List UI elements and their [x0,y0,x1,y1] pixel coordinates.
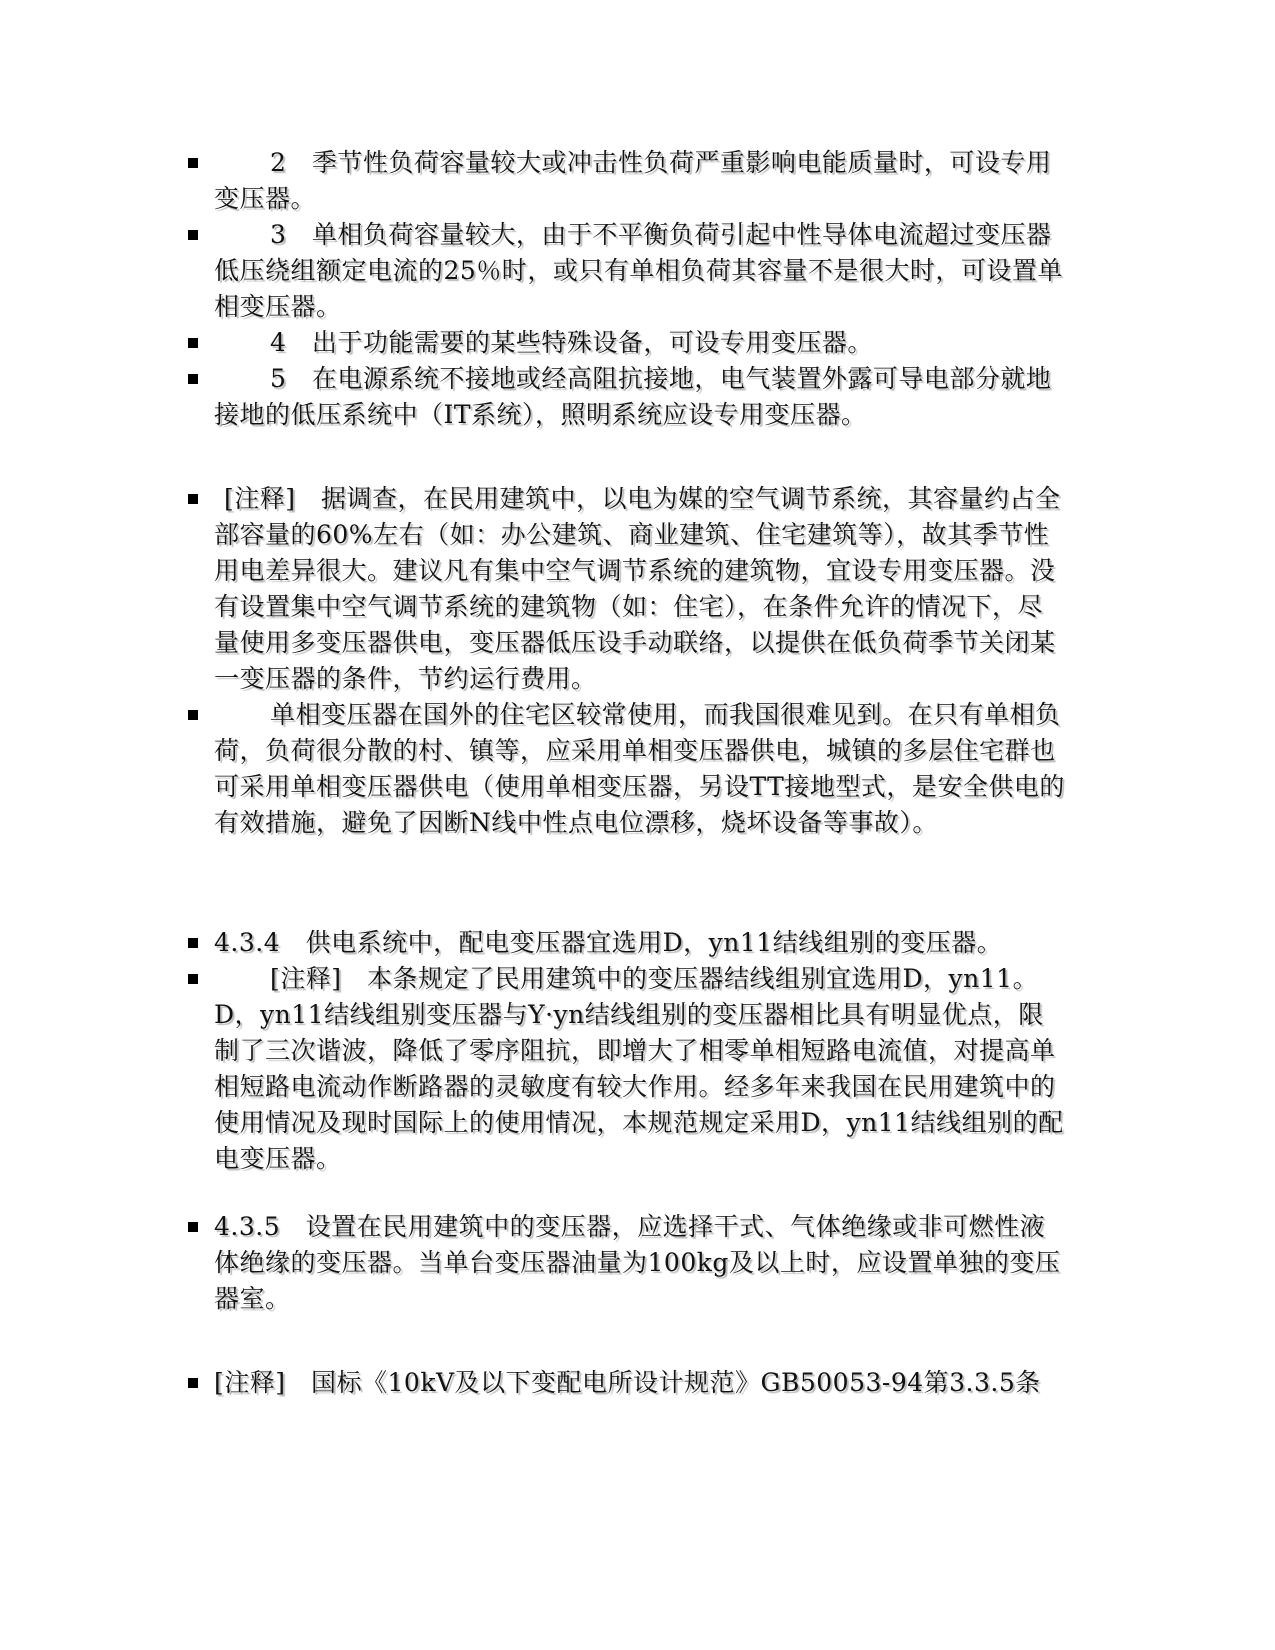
square-bullet-icon [188,494,198,504]
list-item-clause-4-3-5 [188,1209,1068,1317]
square-bullet-icon [188,974,198,984]
clause-text: 4.3.4 供电系统中，配电变压器宜选用D，yn11结线组别的变压器。 [214,928,1003,957]
clause-text: 4.3.5 设置在民用建筑中的变压器，应选择干式、气体绝缘或非可燃性液体绝缘的变压器。当单台变压器油量为100kg及以上时，应设置单独的变压器室。 [214,1212,1061,1313]
list-item-note-4 [188,1365,1068,1401]
square-bullet-icon [188,1222,198,1232]
square-bullet-icon [188,158,198,168]
list-item-clause-3 [188,217,1068,325]
note-text: [注释] 据调查，在民用建筑中，以电为媒的空气调节系统，其容量约占全部容量的60%左右（如：办公建筑、商业建筑、住宅建筑等），故其季节性用电差异很大。建议凡有集中空气调节系统的建筑物，宜设专用变压器。没有设置集中空气调节系统的建筑物（如：住宅），在条件允许的情况下，尽量使用多变压器供电，变压器低压设手动联络，以提供在低负荷季节关闭某一变压器的条件，节约运行费用。 [214,484,1061,693]
square-bullet-icon [188,374,198,384]
list-item-clause-2 [188,145,1068,217]
square-bullet-icon [188,1378,198,1388]
note-text: [注释] 国标《10kV及以下变配电所设计规范》GB50053-94第3.3.5条 [214,1368,1041,1397]
clause-text: 2 季节性负荷容量较大或冲击性负荷严重影响电能质量时，可设专用变压器。 [214,148,1052,213]
square-bullet-icon [188,938,198,948]
clause-text: 3 单相负荷容量较大，由于不平衡负荷引起中性导体电流超过变压器低压绕组额定电流的25％时，或只有单相负荷其容量不是很大时，可设置单相变压器。 [214,220,1063,321]
list-item-clause-5 [188,361,1068,433]
note-text: [注释] 本条规定了民用建筑中的变压器结线组别宜选用D，yn11。D，yn11结线组别变压器与Y·yn结线组别的变压器相比具有明显优点，限制了三次谐波，降低了零序阻抗，即增大了相零单相短路电流值，对提高单相短路电流动作断路器的灵敏度有较大作用。经多年来我国在民用建筑中的使用情况及现时国际上的使用情况，本规范规定采用D，yn11结线组别的配电变压器。 [214,964,1064,1173]
square-bullet-icon [188,230,198,240]
list-item-note-2 [188,697,1068,841]
list-item-note-1 [188,481,1068,697]
square-bullet-icon [188,710,198,720]
list-item-note-3 [188,961,1068,1177]
clause-text: 4 出于功能需要的某些特殊设备，可设专用变压器。 [270,328,873,357]
list-item-clause-4 [188,325,1068,361]
square-bullet-icon [188,338,198,348]
note-text: 单相变压器在国外的住宅区较常使用，而我国很难见到。在只有单相负荷，负荷很分散的村、镇等，应采用单相变压器供电，城镇的多层住宅群也可采用单相变压器供电（使用单相变压器，另设TT接地型式，是安全供电的有效措施，避免了因断N线中性点电位漂移，烧坏设备等事故）。 [214,700,1065,837]
clause-text: 5 在电源系统不接地或经高阻抗接地，电气装置外露可导电部分就地接地的低压系统中（IT系统），照明系统应设专用变压器。 [214,364,1052,429]
list-item-clause-4-3-4 [188,925,1068,961]
